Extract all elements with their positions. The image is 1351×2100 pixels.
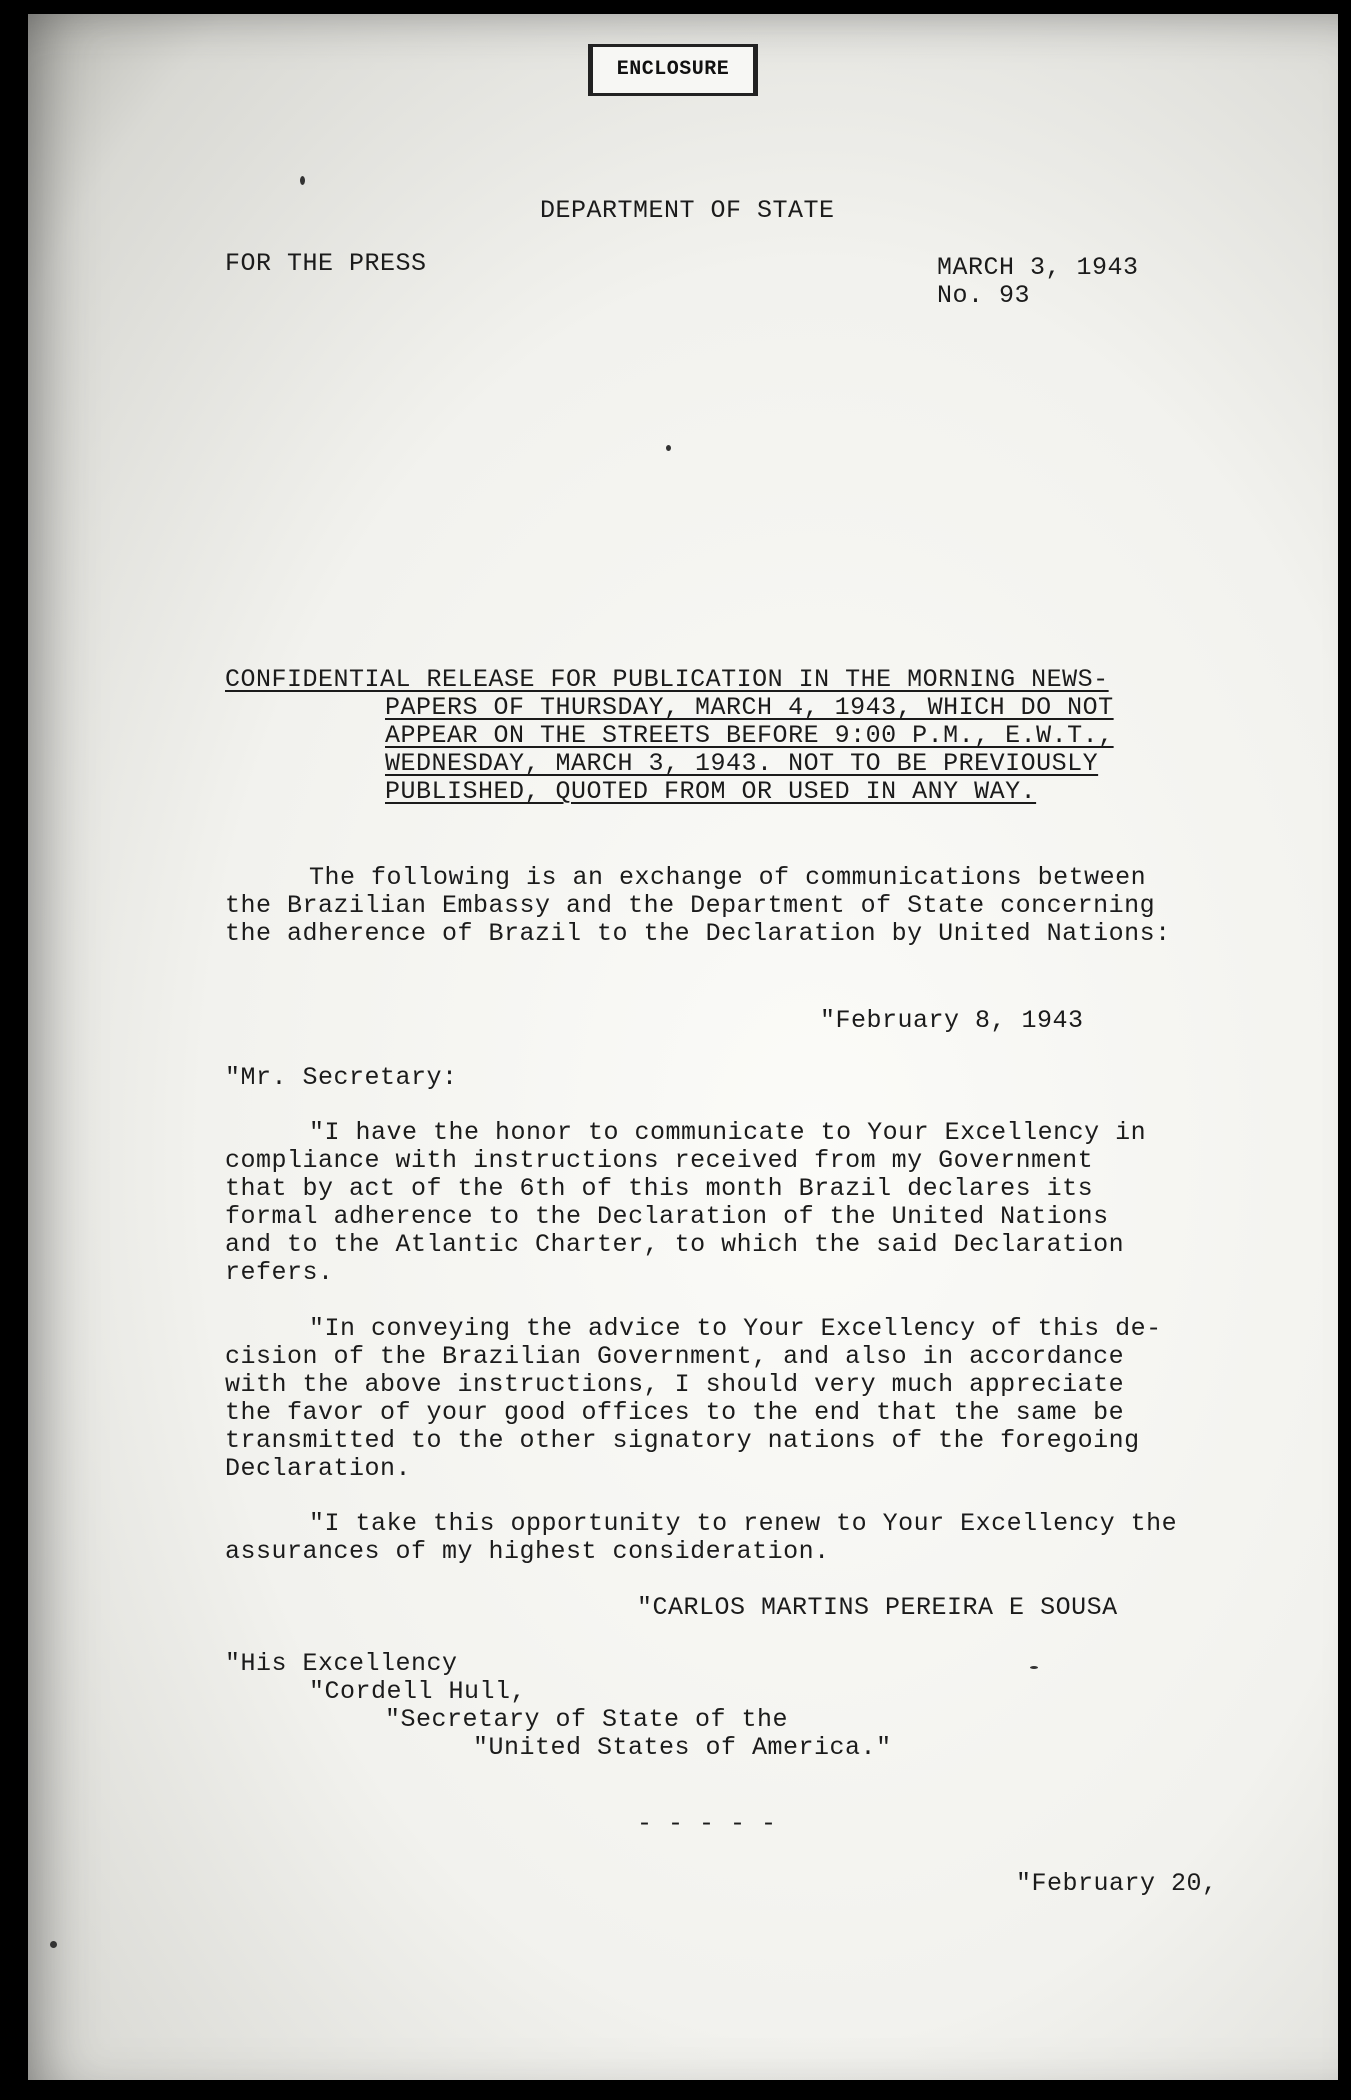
paragraph-line: compliance with instructions received from my Government: [225, 1146, 1094, 1175]
address-line: "Cordell Hull,: [309, 1677, 527, 1706]
scan-mark: [50, 1941, 57, 1948]
paragraph-line: formal adherence to the Declaration of the United Nations: [225, 1202, 1109, 1231]
paragraph-line: cision of the Brazilian Government, and also in accordance: [225, 1342, 1125, 1371]
intro-line: the adherence of Brazil to the Declaration by United Nations:: [225, 919, 1171, 948]
next-page-date: "February 20,: [1016, 1869, 1218, 1898]
address-line: "His Excellency: [225, 1649, 458, 1678]
signature: "CARLOS MARTINS PEREIRA E SOUSA: [637, 1593, 1118, 1622]
release-number: No. 93: [937, 281, 1031, 310]
paragraph-line: assurances of my highest consideration.: [225, 1537, 830, 1566]
release-line: WEDNESDAY, MARCH 3, 1943. NOT TO BE PREVIOUSLY: [385, 749, 1099, 778]
scan-mark: [1030, 1666, 1038, 1669]
paragraph-line: with the above instructions, I should very much appreciate: [225, 1370, 1125, 1399]
release-line: PUBLISHED, QUOTED FROM OR USED IN ANY WAY.: [385, 777, 1037, 806]
release-line: CONFIDENTIAL RELEASE FOR PUBLICATION IN THE MORNING NEWS-: [225, 665, 1109, 694]
release-date: MARCH 3, 1943: [937, 253, 1139, 282]
paragraph-line: "I take this opportunity to renew to Your Excellency the: [309, 1509, 1178, 1538]
address-line: "Secretary of State of the: [385, 1705, 789, 1734]
release-line: APPEAR ON THE STREETS BEFORE 9:00 P.M., E.W.T.,: [385, 721, 1114, 750]
letter-salutation: "Mr. Secretary:: [225, 1063, 458, 1092]
paragraph-line: the favor of your good offices to the end that the same be: [225, 1398, 1125, 1427]
paragraph-line: and to the Atlantic Charter, to which the said Declaration: [225, 1230, 1125, 1259]
paragraph-line: "I have the honor to communicate to Your Excellency in: [309, 1118, 1147, 1147]
scan-mark: [666, 445, 671, 451]
letter-date: "February 8, 1943: [820, 1006, 1084, 1035]
paragraph-line: transmitted to the other signatory nations of the foregoing: [225, 1426, 1140, 1455]
paragraph-line: refers.: [225, 1258, 334, 1287]
separator: - - - - -: [637, 1809, 777, 1838]
intro-line: the Brazilian Embassy and the Department of State concerning: [225, 891, 1156, 920]
enclosure-stamp: ENCLOSURE: [588, 44, 758, 96]
paragraph-line: "In conveying the advice to Your Excellency of this de-: [309, 1314, 1162, 1343]
paragraph-line: Declaration.: [225, 1454, 412, 1483]
intro-line: The following is an exchange of communications between: [309, 863, 1147, 892]
department-heading: DEPARTMENT OF STATE: [540, 196, 835, 225]
for-the-press: FOR THE PRESS: [225, 249, 427, 278]
address-line: "United States of America.": [473, 1733, 892, 1762]
paragraph-line: that by act of the 6th of this month Brazil declares its: [225, 1174, 1094, 1203]
scan-mark: [300, 176, 305, 185]
document-page: [28, 14, 1338, 2080]
release-line: PAPERS OF THURSDAY, MARCH 4, 1943, WHICH DO NOT: [385, 693, 1114, 722]
